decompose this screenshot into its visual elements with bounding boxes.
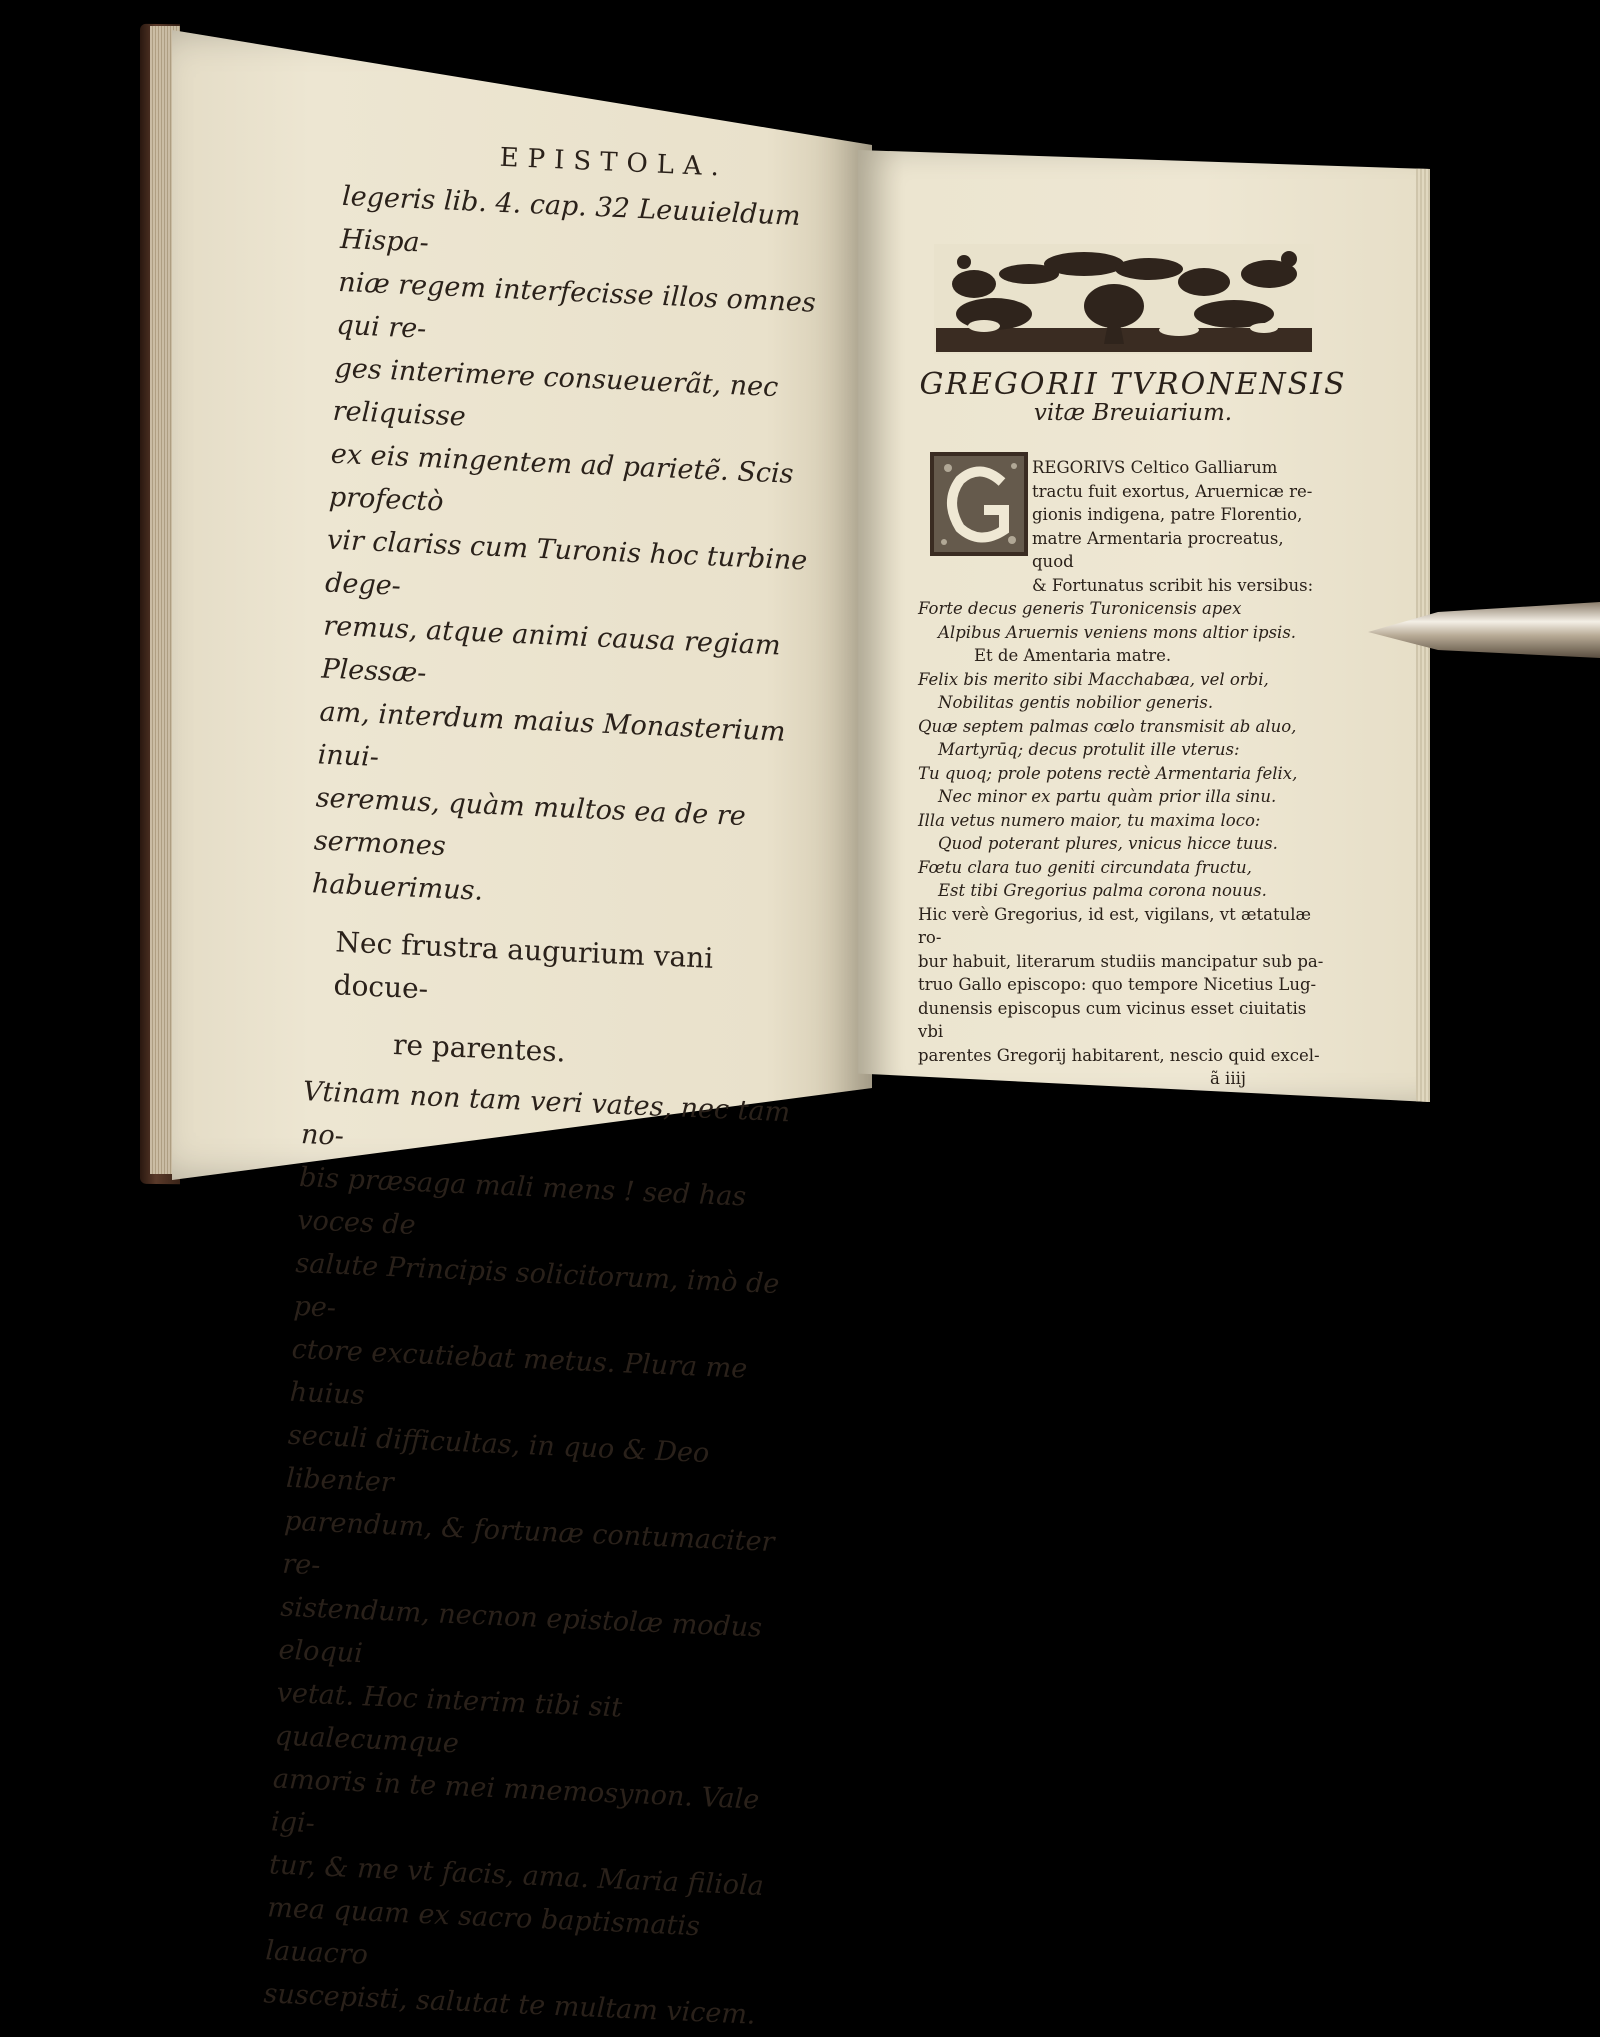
quote-line-2: re parentes. [392, 1027, 567, 1069]
verse-line: Forte decus generis Turonicensis apex [918, 599, 1242, 618]
verse-line: Nobilitas gentis nobilior generis. [938, 693, 1214, 712]
verse-line: Martyrūq; decus protulit ille vterus: [938, 740, 1240, 759]
text-line: niæ regem interfecisse illos omnes qui re- [335, 266, 817, 345]
title-line-2: vitæ Breuiarium. [1033, 400, 1233, 426]
right-page-body [918, 456, 1328, 1091]
verse-line: Tu quoq; prole potens rectè Armentaria felix, [918, 763, 1298, 783]
verse-line: Alpibus Aruernis veniens mons altior ipsis. [938, 622, 1297, 642]
running-header: EPISTOLA. [499, 142, 729, 183]
text-line: amoris in te mei mnemosynon. Vale igi- [270, 1763, 760, 1840]
text-line: suscepisti, salutat te multam vicem. [262, 1978, 757, 2031]
pen-pointer [1368, 598, 1600, 662]
verse-line: Quod poterant plures, vnicus hicce tuus. [938, 834, 1278, 853]
verse-line: Fœtu clara tuo geniti circundata fructu, [918, 857, 1252, 877]
signature-mark: ã iiij [1209, 1069, 1246, 1088]
left-page-text [263, 130, 845, 2037]
body-line: dunensis episcopus cum vicinus esset ciuitatis vbi [918, 998, 1307, 1041]
text-line: bis præsaga mali mens ! sed has voces de [296, 1162, 747, 1242]
woodcut-vignette [934, 244, 1314, 354]
body-line: parentes Gregorij habitarent, nescio quid excel- [918, 1045, 1320, 1065]
chapter-title [918, 367, 1348, 426]
text-line: remus, atque animi causa regiam Plessæ- [320, 610, 782, 690]
verse-line: Quæ septem palmas cœlo transmisit ab aluo, [918, 716, 1297, 736]
intro-line: matre Armentaria procreatus, quod [1032, 528, 1284, 571]
text-line: mea quam ex sacro baptismatis lauacro [264, 1892, 701, 1971]
body-line: Hic verè Gregorius, id est, vigilans, vt ætatulæ ro- [918, 904, 1312, 947]
body-line: truo Gallo episcopo: quo tempore Nicetius Lug- [918, 975, 1317, 994]
text-line: seremus, quàm multos ea de re sermones [313, 782, 747, 863]
text-line: tur, & me vt facis, ama. Maria filiola [268, 1849, 765, 1902]
verse-line: Felix bis merito sibi Macchabæa, vel orbi, [918, 669, 1269, 689]
text-line: vir clariss cum Turonis hoc turbine dege- [324, 524, 808, 602]
text-line: am, interdum maius Monasterium inui- [317, 696, 787, 774]
text-line: sistendum, necnon epistolæ modus eloqui [277, 1591, 763, 1670]
text-line: ex eis mingentem ad parietẽ. Scis profectò [328, 438, 795, 518]
verse-line: Nec minor ex partu quàm prior illa sinu. [938, 787, 1277, 806]
text-line: parendum, & fortunæ contumaciter re- [281, 1505, 776, 1582]
verse-line: Illa vetus numero maior, tu maxima loco: [918, 810, 1261, 830]
body-line: bur habuit, literarum studiis mancipatur sub pa- [918, 951, 1324, 971]
title-line-1: GREGORII TVRONENSIS [919, 367, 1347, 402]
intro-line: & Fortunatus scribit his versibus: [1032, 575, 1314, 595]
text-line: Vtinam non tam veri vates, nec tam no- [300, 1076, 791, 1152]
text-line: seculi difficultas, in quo & Deo libenter [285, 1419, 710, 1499]
text-line: vetat. Hoc interim tibi sit qualecumque [274, 1677, 623, 1760]
intro-line: tractu fuit exortus, Aruernicæ re- [1032, 481, 1313, 501]
text-line: ctore excutiebat metus. Plura me huius [289, 1333, 748, 1412]
quote-line-1: Nec frustra augurium vani docue- [332, 925, 714, 1006]
intro-line: gionis indigena, patre Florentio, [1032, 505, 1303, 524]
text-line: habuerimus. [311, 868, 484, 907]
text-line: legeris lib. 4. cap. 32 Leuuieldum Hispa- [339, 180, 802, 259]
intro-line: REGORIVS Celtico Galliarum [1032, 458, 1278, 477]
text-line: ges interimere consueuerãt, nec reliquisse [332, 352, 779, 433]
text-line: salute Principis solicitorum, imò de pe- [292, 1247, 780, 1324]
verse-line: Est tibi Gregorius palma corona nouus. [938, 881, 1267, 900]
interlude-line: Et de Amentaria matre. [974, 646, 1172, 665]
